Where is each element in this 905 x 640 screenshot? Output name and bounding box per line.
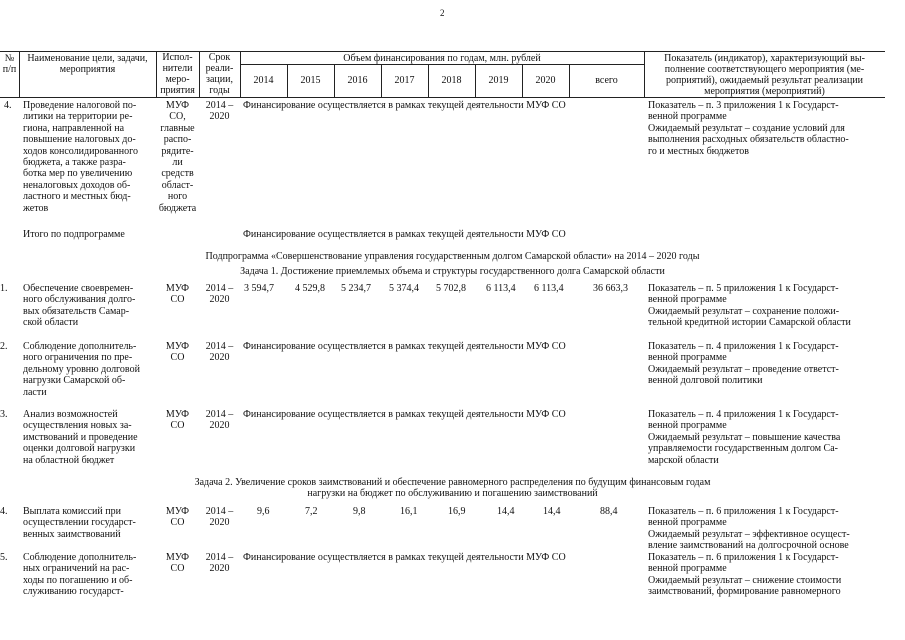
header-col-number: № п/п xyxy=(2,53,17,75)
row-number: 2. xyxy=(0,341,8,352)
value-2019: 6 113,4 xyxy=(486,283,516,294)
row-name: Соблюдение дополнитель- ного ограничения по пре- дельному уровню долговой нагрузки Самарской об- ласти xyxy=(23,341,140,398)
task-1-title: Задача 1. Достижение приемлемых объема и структуры государственного долга Самарской области xyxy=(240,266,665,277)
row-indicator: Показатель – п. 6 приложения 1 к Государст- венной программе Ожидаемый результат – эффективное осущест- вление заимствований на долгосрочной основе xyxy=(648,506,850,552)
value-total: 36 663,3 xyxy=(593,283,628,294)
row-indicator: Показатель – п. 4 приложения 1 к Государст- венной программе Ожидаемый результат – проведение ответст- венной долговой политики xyxy=(648,341,839,387)
value-2016: 9,8 xyxy=(353,506,366,517)
row-funding-note: Финансирование осуществляется в рамках текущей деятельности МУФ СО xyxy=(243,341,566,352)
row-term: 2014 – 2020 xyxy=(205,283,234,306)
header-total: всего xyxy=(595,75,618,86)
header-year: 2015 xyxy=(300,75,321,86)
value-2017: 16,1 xyxy=(400,506,418,517)
row-name: Анализ возможностей осуществления новых за- имствований и проведение оценки долговой нагрузки на областной бюджет xyxy=(23,409,138,466)
row-indicator: Показатель – п. 3 приложения 1 к Государст- венной программе Ожидаемый результат – создание условий для выполнения расходных обязательств областно- го и местных бюджетов xyxy=(648,100,849,157)
row-indicator: Показатель – п. 4 приложения 1 к Государст- венной программе Ожидаемый результат – повышение качества управляемости государственным долгом Са- марской области xyxy=(648,409,841,466)
value-2019: 14,4 xyxy=(497,506,515,517)
value-2020: 14,4 xyxy=(543,506,561,517)
row-name: Соблюдение дополнитель- ных ограничений на рас- ходы по погашению и об- служиванию государст- xyxy=(23,552,137,598)
row-executor: МУФ СО xyxy=(165,552,190,575)
row-name: Обеспечение своевремен- ного обслуживания долго- вых обязательств Самар- ской области xyxy=(23,283,136,329)
funding-subheader-border xyxy=(240,64,644,65)
row-executor: МУФ СО xyxy=(165,283,190,306)
header-col-term: Срок реали- зации, годы xyxy=(205,52,234,96)
row-indicator: Показатель – п. 6 приложения 1 к Государст- венной программе Ожидаемый результат – снижение стоимости заимствований, формирование равномерного xyxy=(648,552,842,598)
row-name: Проведение налоговой по- литики на территории ре- гиона, направленной на повышение налоговых до- ходов консолидированного бюджета, а также разра- ботка мер по увеличению неналоговых доходов об- ластного и местных бюд- жетов xyxy=(23,100,139,214)
header-year: 2020 xyxy=(535,75,556,86)
row-name: Выплата комиссий при осуществлении государст- венных заимствований xyxy=(23,506,136,540)
row-term: 2014 – 2020 xyxy=(205,100,234,123)
header-col-name: Наименование цели, задачи, мероприятия xyxy=(27,53,148,75)
row-number: 4. xyxy=(0,506,8,517)
header-year: 2018 xyxy=(441,75,462,86)
value-2014: 3 594,7 xyxy=(244,283,274,294)
row-number: 1. xyxy=(0,283,8,294)
subtotal-label: Итого по подпрограмме xyxy=(23,229,125,240)
header-col-indicator: Показатель (индикатор), характеризующий вы- полнение соответствующего мероприятия (ме- роприятий), ожидаемый результат реализации мероприятия (мероприятий) xyxy=(664,53,865,97)
header-year: 2014 xyxy=(253,75,274,86)
value-2015: 7,2 xyxy=(305,506,318,517)
subtotal-funding-note: Финансирование осуществляется в рамках текущей деятельности МУФ СО xyxy=(243,229,566,240)
value-2018: 5 702,8 xyxy=(436,283,466,294)
row-term: 2014 – 2020 xyxy=(205,552,234,575)
row-term: 2014 – 2020 xyxy=(205,506,234,529)
header-top-border xyxy=(0,51,885,52)
task-2-title: Задача 2. Увеличение сроков заимствований и обеспечение равномерного распределения по будущим финансовым годам нагрузки на бюджет по обслуживанию и погашению заимствований xyxy=(194,477,711,500)
row-executor: МУФ СО xyxy=(165,341,190,364)
row-executor: МУФ СО, главные распо- рядите- ли средств област- ного бюджета xyxy=(158,100,197,214)
row-term: 2014 – 2020 xyxy=(205,341,234,364)
row-number: 3. xyxy=(0,409,8,420)
header-year: 2019 xyxy=(488,75,509,86)
row-funding-note: Финансирование осуществляется в рамках текущей деятельности МУФ СО xyxy=(243,100,566,111)
row-indicator: Показатель – п. 5 приложения 1 к Государст- венной программе Ожидаемый результат – сохранение положи- тельной кредитной истории Самарской области xyxy=(648,283,851,329)
header-col-funding: Объем финансирования по годам, млн. рублей xyxy=(343,53,541,64)
row-funding-note: Финансирование осуществляется в рамках текущей деятельности МУФ СО xyxy=(243,409,566,420)
row-number: 5. xyxy=(0,552,8,563)
value-2016: 5 234,7 xyxy=(341,283,371,294)
value-2015: 4 529,8 xyxy=(295,283,325,294)
header-bottom-border xyxy=(0,97,885,98)
subprogram-title: Подпрограмма «Совершенствование управления государственным долгом Самарской области» на 2014 – 2020 годы xyxy=(205,251,700,262)
value-total: 88,4 xyxy=(600,506,618,517)
value-2014: 9,6 xyxy=(257,506,270,517)
row-funding-note: Финансирование осуществляется в рамках текущей деятельности МУФ СО xyxy=(243,552,566,563)
row-executor: МУФ СО xyxy=(165,506,190,529)
value-2018: 16,9 xyxy=(448,506,466,517)
value-2017: 5 374,4 xyxy=(389,283,419,294)
header-col-executor: Испол- нители меро- приятия xyxy=(160,52,195,96)
page-number: 2 xyxy=(440,8,445,18)
value-2020: 6 113,4 xyxy=(534,283,564,294)
row-executor: МУФ СО xyxy=(165,409,190,432)
header-year: 2016 xyxy=(347,75,368,86)
row-number: 4. xyxy=(4,100,12,111)
header-year: 2017 xyxy=(394,75,415,86)
row-term: 2014 – 2020 xyxy=(205,409,234,432)
